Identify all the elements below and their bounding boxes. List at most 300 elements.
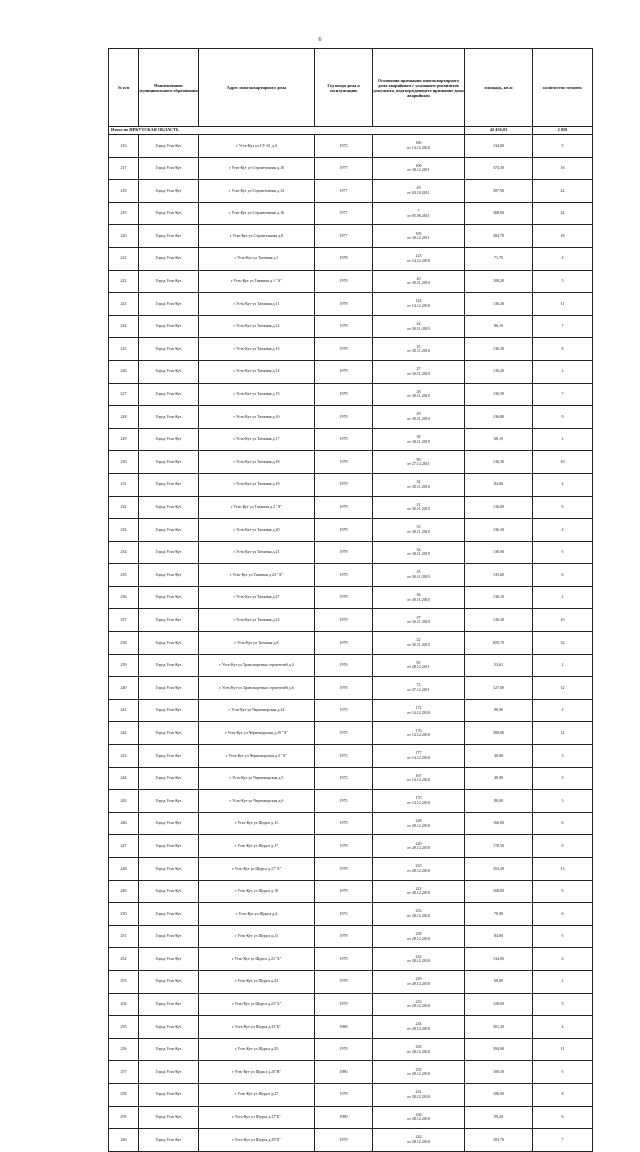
basis-doc-date: от 14.12.2010 bbox=[407, 777, 430, 783]
cell-area: 373,30 bbox=[465, 157, 533, 180]
basis-doc-date: от 28.12.2010 bbox=[407, 1116, 430, 1122]
basis-doc-date: от 14.12.2010 bbox=[407, 302, 430, 308]
cell-year: 1979 bbox=[315, 360, 373, 383]
cell-area: 99,20 bbox=[465, 1106, 533, 1129]
cell-residents: 5 bbox=[533, 993, 593, 1016]
table-row bbox=[109, 1106, 593, 1129]
cell-num: 249 bbox=[109, 880, 139, 903]
cell-year: 1979 bbox=[315, 948, 373, 971]
total-label: Итого по ИРКУТСКАЯ ОБЛАСТЬ bbox=[109, 127, 465, 135]
cell-year: 1979 bbox=[315, 451, 373, 474]
cell-municipality: Город Усть-Кут bbox=[139, 451, 199, 474]
cell-area: 168,00 bbox=[465, 880, 533, 903]
cell-address: г Усть-Кут ул Таежная д.1 "А" bbox=[199, 270, 315, 293]
cell-basis bbox=[373, 722, 465, 745]
cell-residents: 9 bbox=[533, 835, 593, 858]
table-row bbox=[109, 925, 593, 948]
cell-address: г Усть-Кут ул Транспортных строителей д.2 bbox=[199, 654, 315, 677]
cell-municipality: Город Усть-Кут bbox=[139, 790, 199, 813]
cell-residents: 8 bbox=[533, 338, 593, 361]
cell-area: 160,00 bbox=[465, 812, 533, 835]
basis-doc-number: 223 bbox=[415, 863, 422, 869]
cell-area: 128,00 bbox=[465, 993, 533, 1016]
basis-doc-number: 221 bbox=[415, 885, 422, 891]
cell-address: г Усть-Кут ул Таежная д.27 bbox=[199, 586, 315, 609]
basis-doc-date: от 30.11.2010 bbox=[407, 393, 430, 399]
cell-num: 243 bbox=[109, 745, 139, 768]
cell-area: 40,00 bbox=[465, 745, 533, 768]
cell-residents: 7 bbox=[533, 1129, 593, 1152]
cell-num: 242 bbox=[109, 722, 139, 745]
cell-area: 178,50 bbox=[465, 835, 533, 858]
cell-municipality: Город Усть-Кут bbox=[139, 180, 199, 203]
basis-doc-date: от 30.11.2010 bbox=[407, 438, 430, 444]
cell-address: г Усть-Кут ул Щорса д.21 bbox=[199, 925, 315, 948]
cell-address: г Усть-Кут ул Таежная д.23 "А" bbox=[199, 564, 315, 587]
cell-num: 257 bbox=[109, 1061, 139, 1084]
table-row bbox=[109, 654, 593, 677]
basis-doc-date: от 28.12.2011 bbox=[407, 664, 430, 670]
table-row bbox=[109, 315, 593, 338]
cell-year: 1979 bbox=[315, 1038, 373, 1061]
cell-basis bbox=[373, 1038, 465, 1061]
cell-basis bbox=[373, 180, 465, 203]
table-row bbox=[109, 496, 593, 519]
cell-year: 1979 bbox=[315, 406, 373, 429]
total-area: 42 436,83 bbox=[465, 127, 533, 135]
basis-doc-date: от 30.11.2010 bbox=[407, 641, 430, 647]
cell-municipality: Город Усть-Кут bbox=[139, 993, 199, 1016]
cell-municipality: Город Усть-Кут bbox=[139, 202, 199, 225]
cell-year: 1975 bbox=[315, 135, 373, 158]
basis-doc-date: от 27.12.2011 bbox=[407, 687, 430, 693]
cell-basis bbox=[373, 519, 465, 542]
basis-doc-number: 29 bbox=[416, 185, 421, 191]
table-row bbox=[109, 722, 593, 745]
basis-doc-date: от 28.12.2010 bbox=[407, 935, 430, 941]
cell-residents: 6 bbox=[533, 496, 593, 519]
column-header-area: площадь, кв.м bbox=[465, 49, 533, 127]
basis-doc-number: 35 bbox=[416, 569, 421, 575]
cell-num: 219 bbox=[109, 202, 139, 225]
cell-year: 1979 bbox=[315, 835, 373, 858]
cell-basis bbox=[373, 1129, 465, 1152]
cell-num: 244 bbox=[109, 767, 139, 790]
cell-basis bbox=[373, 451, 465, 474]
cell-basis bbox=[373, 247, 465, 270]
cell-residents: 2 bbox=[533, 586, 593, 609]
basis-doc-number: 32 bbox=[416, 479, 421, 485]
cell-basis bbox=[373, 790, 465, 813]
cell-num: 253 bbox=[109, 970, 139, 993]
cell-area: 136,00 bbox=[465, 496, 533, 519]
cell-area: 659,70 bbox=[465, 632, 533, 655]
cell-municipality: Город Усть-Кут bbox=[139, 247, 199, 270]
cell-residents: 5 bbox=[533, 270, 593, 293]
total-row bbox=[109, 127, 593, 135]
cell-municipality: Город Усть-Кут bbox=[139, 925, 199, 948]
cell-address: г Усть-Кут ул СУ-61 д.4 bbox=[199, 135, 315, 158]
cell-municipality: Город Усть-Кут bbox=[139, 722, 199, 745]
table-row bbox=[109, 451, 593, 474]
cell-num: 259 bbox=[109, 1106, 139, 1129]
cell-area: 394,00 bbox=[465, 1038, 533, 1061]
basis-doc-number: 25 bbox=[416, 343, 421, 349]
basis-doc-date: от 30.11.2010 bbox=[407, 483, 430, 489]
basis-doc-number: 220 bbox=[415, 840, 422, 846]
cell-municipality: Город Усть-Кут bbox=[139, 1061, 199, 1084]
cell-year: 1979 bbox=[315, 383, 373, 406]
cell-address: г Усть-Кут ул Черноморская д.6 bbox=[199, 790, 315, 813]
cell-address: г Усть-Кут ул Таежная д.12 bbox=[199, 315, 315, 338]
cell-residents: 5 bbox=[533, 1061, 593, 1084]
cell-area: 134,00 bbox=[465, 135, 533, 158]
cell-num: 228 bbox=[109, 406, 139, 429]
cell-num: 250 bbox=[109, 903, 139, 926]
basis-doc-date: от 30.12.2011 bbox=[407, 167, 430, 173]
table-row bbox=[109, 202, 593, 225]
table-row bbox=[109, 225, 593, 248]
cell-residents: 4 bbox=[533, 473, 593, 496]
table-row bbox=[109, 383, 593, 406]
cell-address: г Усть-Кут ул Таежная д.18 bbox=[199, 451, 315, 474]
cell-year: 1975 bbox=[315, 790, 373, 813]
basis-doc-number: 90 bbox=[416, 456, 421, 462]
cell-address: г Усть-Кут ул Строительная д.8 bbox=[199, 225, 315, 248]
cell-num: 240 bbox=[109, 677, 139, 700]
cell-address: г Усть-Кут ул Таежная д.19 bbox=[199, 473, 315, 496]
cell-year: 1979 bbox=[315, 586, 373, 609]
cell-municipality: Город Усть-Кут bbox=[139, 383, 199, 406]
cell-year: 1979 bbox=[315, 473, 373, 496]
basis-doc-date: от 04.10.2011 bbox=[407, 189, 430, 195]
cell-address: г Усть-Кут ул Щорса д.19 bbox=[199, 880, 315, 903]
cell-residents: 11 bbox=[533, 293, 593, 316]
cell-municipality: Город Усть-Кут bbox=[139, 586, 199, 609]
cell-area: 136,90 bbox=[465, 541, 533, 564]
basis-doc-number: 22 bbox=[416, 637, 421, 643]
basis-doc-date: от 30.11.2010 bbox=[407, 325, 430, 331]
cell-area: 384,70 bbox=[465, 225, 533, 248]
cell-year: 1979 bbox=[315, 609, 373, 632]
cell-address: г Усть-Кут ул Таежная д.8 bbox=[199, 632, 315, 655]
cell-num: 233 bbox=[109, 519, 139, 542]
basis-doc-number: 27 bbox=[416, 366, 421, 372]
cell-basis bbox=[373, 858, 465, 881]
cell-num: 231 bbox=[109, 473, 139, 496]
cell-basis bbox=[373, 473, 465, 496]
cell-residents: 5 bbox=[533, 925, 593, 948]
cell-address: г Усть-Кут ул Щорса д.23"А" bbox=[199, 993, 315, 1016]
cell-residents: 9 bbox=[533, 406, 593, 429]
cell-address: г Усть-Кут ул Щорса д.29"Б" bbox=[199, 1129, 315, 1152]
cell-year: 1979 bbox=[315, 519, 373, 542]
cell-num: 239 bbox=[109, 654, 139, 677]
cell-address: г Усть-Кут ул Щорса д.17"А" bbox=[199, 858, 315, 881]
cell-area: 136,20 bbox=[465, 360, 533, 383]
cell-area: 353,30 bbox=[465, 858, 533, 881]
page-number: 6 bbox=[318, 37, 322, 43]
basis-doc-number: 30 bbox=[416, 433, 421, 439]
cell-address: г Усть-Кут ул Щорса д.27 bbox=[199, 1083, 315, 1106]
table-row bbox=[109, 338, 593, 361]
cell-area: 90,00 bbox=[465, 699, 533, 722]
basis-doc-date: от 14.12.2010 bbox=[407, 732, 430, 738]
cell-municipality: Город Усть-Кут bbox=[139, 473, 199, 496]
cell-residents: 5 bbox=[533, 541, 593, 564]
cell-basis bbox=[373, 428, 465, 451]
cell-municipality: Город Усть-Кут bbox=[139, 767, 199, 790]
cell-basis bbox=[373, 925, 465, 948]
cell-year: 1978 bbox=[315, 247, 373, 270]
cell-basis bbox=[373, 745, 465, 768]
cell-basis bbox=[373, 948, 465, 971]
cell-municipality: Город Усть-Кут bbox=[139, 1106, 199, 1129]
cell-basis bbox=[373, 293, 465, 316]
cell-municipality: Город Усть-Кут bbox=[139, 496, 199, 519]
cell-address: г Усть-Кут ул Строительная д.16 bbox=[199, 202, 315, 225]
cell-municipality: Город Усть-Кут bbox=[139, 654, 199, 677]
cell-num: 234 bbox=[109, 541, 139, 564]
table-row bbox=[109, 993, 593, 1016]
cell-basis bbox=[373, 970, 465, 993]
basis-doc-date: от 30.11.2010 bbox=[407, 370, 430, 376]
cell-residents: 8 bbox=[533, 1083, 593, 1106]
basis-doc-number: 232 bbox=[415, 953, 422, 959]
cell-municipality: Город Усть-Кут bbox=[139, 315, 199, 338]
cell-address: г Усть-Кут ул Черноморская д.24 bbox=[199, 699, 315, 722]
table-row bbox=[109, 699, 593, 722]
cell-basis bbox=[373, 632, 465, 655]
table-header-row bbox=[109, 49, 593, 127]
cell-year: 1979 bbox=[315, 315, 373, 338]
cell-municipality: Город Усть-Кут bbox=[139, 135, 199, 158]
cell-municipality: Город Усть-Кут bbox=[139, 903, 199, 926]
cell-residents: 2 bbox=[533, 654, 593, 677]
cell-residents: 3 bbox=[533, 745, 593, 768]
cell-area: 136,80 bbox=[465, 406, 533, 429]
basis-doc-number: 7 bbox=[417, 207, 420, 213]
cell-basis bbox=[373, 270, 465, 293]
cell-residents: 6 bbox=[533, 903, 593, 926]
basis-doc-number: 167 bbox=[415, 772, 422, 778]
basis-doc-date: от 28.12.2010 bbox=[407, 1048, 430, 1054]
cell-area: 134,00 bbox=[465, 948, 533, 971]
cell-year: 1979 bbox=[315, 993, 373, 1016]
cell-address: г Усть-Кут ул Черноморская д.3 "А" bbox=[199, 745, 315, 768]
cell-num: 217 bbox=[109, 157, 139, 180]
cell-num: 247 bbox=[109, 835, 139, 858]
cell-year: 1977 bbox=[315, 180, 373, 203]
column-header-year: Год ввода дома в эксплуатацию bbox=[315, 49, 373, 127]
basis-doc-number: 235 bbox=[415, 1066, 422, 1072]
cell-year: 1975 bbox=[315, 745, 373, 768]
cell-basis bbox=[373, 586, 465, 609]
cell-num: 230 bbox=[109, 451, 139, 474]
cell-num: 252 bbox=[109, 948, 139, 971]
basis-doc-date: от 28.12.2010 bbox=[407, 1093, 430, 1099]
cell-num: 248 bbox=[109, 858, 139, 881]
cell-num: 229 bbox=[109, 428, 139, 451]
cell-num: 223 bbox=[109, 293, 139, 316]
cell-residents: 2 bbox=[533, 970, 593, 993]
basis-doc-date: от 30.11.2010 bbox=[407, 619, 430, 625]
cell-area: 84,00 bbox=[465, 925, 533, 948]
cell-area: 300,00 bbox=[465, 722, 533, 745]
table-row bbox=[109, 1129, 593, 1152]
basis-doc-number: 172 bbox=[415, 705, 422, 711]
cell-basis bbox=[373, 699, 465, 722]
cell-num: 221 bbox=[109, 247, 139, 270]
cell-year: 1979 bbox=[315, 632, 373, 655]
cell-year: 1976 bbox=[315, 677, 373, 700]
cell-municipality: Город Усть-Кут bbox=[139, 1083, 199, 1106]
cell-municipality: Город Усть-Кут bbox=[139, 519, 199, 542]
basis-doc-number: 233 bbox=[415, 908, 422, 914]
cell-address: г Усть-Кут ул Щорса д.27"Б" bbox=[199, 1106, 315, 1129]
basis-doc-date: от 30.11.2010 bbox=[407, 596, 430, 602]
cell-municipality: Город Усть-Кут bbox=[139, 745, 199, 768]
basis-doc-number: 234 bbox=[415, 1021, 422, 1027]
basis-doc-date: от 05.06.2011 bbox=[407, 212, 430, 218]
basis-doc-number: 105 bbox=[415, 230, 422, 236]
basis-doc-date: от 27.12.2011 bbox=[407, 461, 430, 467]
basis-doc-number: 229 bbox=[415, 976, 422, 982]
cell-residents: 4 bbox=[533, 247, 593, 270]
table-row bbox=[109, 293, 593, 316]
cell-residents: 7 bbox=[533, 383, 593, 406]
cell-municipality: Город Усть-Кут bbox=[139, 1016, 199, 1039]
cell-address: г Усть-Кут ул Щорса д.25"Б" bbox=[199, 1016, 315, 1039]
cell-basis bbox=[373, 880, 465, 903]
cell-num: 216 bbox=[109, 135, 139, 158]
table-row bbox=[109, 1083, 593, 1106]
cell-area: 108,20 bbox=[465, 270, 533, 293]
cell-municipality: Город Усть-Кут bbox=[139, 428, 199, 451]
basis-doc-date: от 30.11.2010 bbox=[407, 574, 430, 580]
basis-doc-date: от 28.12.2010 bbox=[407, 958, 430, 964]
cell-residents: 22 bbox=[533, 180, 593, 203]
basis-doc-date: от 14.12.2010 bbox=[407, 754, 430, 760]
emergency-housing-table bbox=[108, 48, 593, 1152]
basis-doc-number: 170 bbox=[415, 795, 422, 801]
cell-basis bbox=[373, 609, 465, 632]
table-row bbox=[109, 406, 593, 429]
cell-municipality: Город Усть-Кут bbox=[139, 880, 199, 903]
table-row bbox=[109, 1038, 593, 1061]
cell-year: 1980 bbox=[315, 1016, 373, 1039]
cell-num: 256 bbox=[109, 1038, 139, 1061]
cell-address: г Усть-Кут ул Щорса д.11 bbox=[199, 812, 315, 835]
cell-basis bbox=[373, 225, 465, 248]
basis-doc-number: 124 bbox=[415, 298, 422, 304]
cell-residents: 4 bbox=[533, 519, 593, 542]
basis-doc-number: 233 bbox=[415, 998, 422, 1004]
basis-doc-number: 72 bbox=[416, 682, 421, 688]
cell-year: 1979 bbox=[315, 293, 373, 316]
cell-num: 251 bbox=[109, 925, 139, 948]
basis-doc-date: от 28.12.2010 bbox=[407, 1071, 430, 1077]
cell-num: 235 bbox=[109, 564, 139, 587]
basis-doc-date: от 14.12.2010 bbox=[407, 257, 430, 263]
table-row bbox=[109, 564, 593, 587]
basis-doc-date: от 28.12.2010 bbox=[407, 1138, 430, 1144]
cell-area: 68,00 bbox=[465, 970, 533, 993]
cell-num: 254 bbox=[109, 993, 139, 1016]
basis-doc-number: 176 bbox=[415, 727, 422, 733]
cell-address: г Усть-Кут ул Строительная д.10 bbox=[199, 157, 315, 180]
cell-area: 100,50 bbox=[465, 1061, 533, 1084]
cell-address: г Усть-Кут ул Щорса д.21"А" bbox=[199, 948, 315, 971]
cell-municipality: Город Усть-Кут bbox=[139, 406, 199, 429]
cell-basis bbox=[373, 157, 465, 180]
table-row bbox=[109, 541, 593, 564]
cell-basis bbox=[373, 812, 465, 835]
cell-residents: 10 bbox=[533, 451, 593, 474]
cell-basis bbox=[373, 767, 465, 790]
cell-residents: 2 bbox=[533, 360, 593, 383]
table-row bbox=[109, 677, 593, 700]
basis-doc-number: 34 bbox=[416, 546, 421, 552]
basis-doc-date: от 28.12.2010 bbox=[407, 912, 430, 918]
cell-residents: 12 bbox=[533, 722, 593, 745]
table-row bbox=[109, 948, 593, 971]
basis-doc-date: от 14.12.2010 bbox=[407, 709, 430, 715]
table-row bbox=[109, 428, 593, 451]
cell-residents: 6 bbox=[533, 812, 593, 835]
table-row bbox=[109, 632, 593, 655]
cell-num: 232 bbox=[109, 496, 139, 519]
basis-doc-date: от 28.12.2010 bbox=[407, 890, 430, 896]
cell-basis bbox=[373, 903, 465, 926]
cell-area: 387,90 bbox=[465, 180, 533, 203]
cell-residents: 4 bbox=[533, 1016, 593, 1039]
cell-num: 222 bbox=[109, 270, 139, 293]
basis-doc-number: 239 bbox=[415, 930, 422, 936]
cell-year: 1979 bbox=[315, 428, 373, 451]
cell-basis bbox=[373, 1083, 465, 1106]
basis-doc-number: 106 bbox=[415, 162, 422, 168]
table-row bbox=[109, 767, 593, 790]
cell-address: г Усть-Кут ул Строительная д.12 bbox=[199, 180, 315, 203]
cell-address: г Усть-Кут ул Таежная д.2 "А" bbox=[199, 496, 315, 519]
cell-year: 1979 bbox=[315, 1083, 373, 1106]
basis-doc-number: 37 bbox=[416, 614, 421, 620]
cell-year: 1975 bbox=[315, 699, 373, 722]
cell-area: 136,30 bbox=[465, 451, 533, 474]
basis-doc-number: 224 bbox=[415, 1134, 422, 1140]
cell-area: 136,30 bbox=[465, 519, 533, 542]
basis-doc-number: 85 bbox=[416, 659, 421, 665]
cell-address: г Усть-Кут ул Щорса д.25 bbox=[199, 1038, 315, 1061]
cell-num: 258 bbox=[109, 1083, 139, 1106]
cell-area: 70,00 bbox=[465, 903, 533, 926]
basis-doc-date: от 28.12.2010 bbox=[407, 867, 430, 873]
cell-num: 246 bbox=[109, 812, 139, 835]
cell-num: 227 bbox=[109, 383, 139, 406]
cell-address: г Усть-Кут ул Щорса д.2 bbox=[199, 903, 315, 926]
cell-address: г Усть-Кут ул Таежная д.15 bbox=[199, 383, 315, 406]
cell-municipality: Город Усть-Кут bbox=[139, 677, 199, 700]
cell-year: 1975 bbox=[315, 722, 373, 745]
basis-doc-number: 33 bbox=[416, 524, 421, 530]
cell-num: 260 bbox=[109, 1129, 139, 1152]
cell-num: 218 bbox=[109, 180, 139, 203]
cell-address: г Усть-Кут ул Щорса д.25"В" bbox=[199, 1061, 315, 1084]
cell-basis bbox=[373, 202, 465, 225]
cell-address: г Усть-Кут ул Таежная д.20 bbox=[199, 519, 315, 542]
table-row bbox=[109, 835, 593, 858]
